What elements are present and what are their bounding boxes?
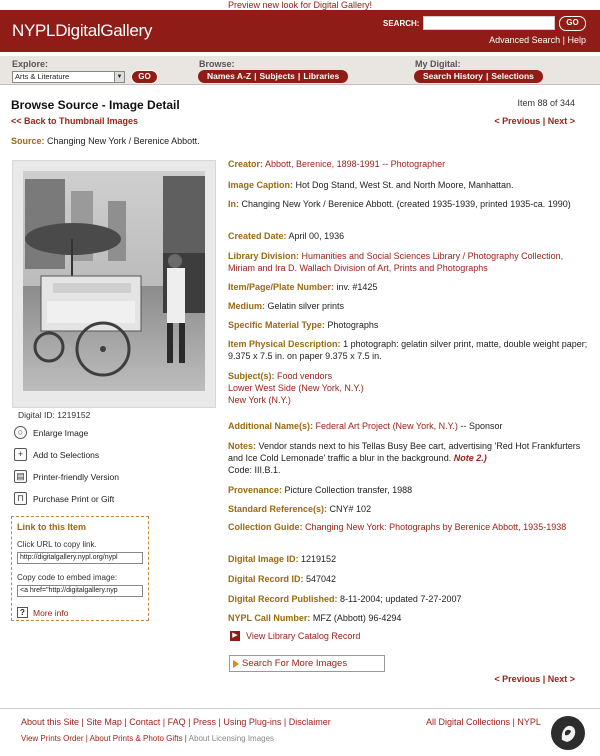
subject-link[interactable]: Food vendors bbox=[277, 371, 333, 381]
footer-right-links: All Digital Collections | NYPL bbox=[426, 717, 541, 727]
page-title: Browse Source - Image Detail bbox=[11, 98, 180, 112]
footer-divider bbox=[0, 708, 600, 709]
search-input[interactable] bbox=[423, 16, 555, 30]
source-value: Changing New York / Berenice Abbott. bbox=[47, 136, 200, 146]
more-info-link[interactable]: ? More info bbox=[17, 607, 68, 618]
meta-call-number: NYPL Call Number: MFZ (Abbott) 96-4294 bbox=[228, 613, 402, 623]
selections-link[interactable]: Selections bbox=[491, 71, 534, 81]
browse-label: Browse: bbox=[199, 59, 235, 69]
meta-caption: Image Caption: Hot Dog Stand, West St. and North Moore, Manhattan. bbox=[228, 180, 514, 190]
nypl-lion-logo[interactable] bbox=[551, 716, 585, 750]
image-thumbnail[interactable] bbox=[12, 160, 216, 408]
meta-image-id: Digital Image ID: 1219152 bbox=[228, 554, 337, 564]
search-label: SEARCH: bbox=[383, 19, 420, 28]
source-line: Source: Changing New York / Berenice Abbott. bbox=[11, 136, 200, 146]
nav-bar bbox=[0, 56, 600, 85]
meta-material-type: Specific Material Type: Photographs bbox=[228, 320, 379, 330]
previous-link[interactable]: < Previous bbox=[494, 116, 541, 126]
meta-physical-description: Item Physical Description: 1 photograph: gelatin silver print, matte, double weight paper; 9.375 x 7.5 in. on paper 9.375 x 7.5 in. bbox=[228, 339, 588, 361]
browse-libraries-link[interactable]: Libraries bbox=[303, 71, 340, 81]
explore-go-button[interactable]: GO bbox=[131, 70, 158, 84]
meta-collection-guide: Collection Guide: Changing New York: Photographs by Berenice Abbott, 1935-1938 bbox=[228, 522, 567, 532]
collection-guide-link[interactable]: Changing New York: Photographs by Berenice Abbott, 1935-1938 bbox=[305, 522, 567, 532]
meta-creator: Creator: Abbott, Berenice, 1898-1991 -- Photographer bbox=[228, 159, 446, 169]
meta-created-date: Created Date: April 00, 1936 bbox=[228, 231, 345, 241]
meta-medium: Medium: Gelatin silver prints bbox=[228, 301, 345, 311]
pager-bottom: < Previous | Next > bbox=[494, 674, 575, 684]
header-links: Advanced Search | Help bbox=[489, 35, 586, 45]
browse-pill: Names A-Z | Subjects | Libraries bbox=[198, 70, 348, 83]
meta-additional-names: Additional Name(s): Federal Art Project (New York, N.Y.) -- Sponsor bbox=[228, 421, 503, 431]
pager-top: < Previous | Next > bbox=[494, 116, 575, 126]
copy-url-label: Click URL to copy link. bbox=[17, 540, 97, 549]
search-more-images-button[interactable]: Search For More Images bbox=[229, 655, 385, 672]
next-link[interactable]: Next > bbox=[547, 674, 575, 684]
meta-library-division: Library Division: Humanities and Social Sciences Library / Photography Collection, Miriam and Ira D. Wallach Division of Art, Prints and Photographs bbox=[228, 251, 564, 273]
enlarge-image-action[interactable]: ○ Enlarge Image bbox=[14, 426, 88, 439]
meta-provenance: Provenance: Picture Collection transfer, 1988 bbox=[228, 485, 413, 495]
footer-links: About this Site | Site Map | Contact | FAQ | Press | Using Plug-ins | Disclaimer bbox=[21, 717, 331, 727]
item-url-field[interactable]: http://digitalgallery.nypl.org/nypl bbox=[17, 552, 143, 564]
footer-links-secondary: View Prints Order | About Prints & Photo Gifts | About Licensing Images bbox=[21, 734, 275, 743]
lion-icon bbox=[551, 716, 585, 750]
help-link[interactable]: Help bbox=[567, 35, 586, 45]
item-count: Item 88 of 344 bbox=[517, 98, 575, 108]
footer-link[interactable]: About Prints & Photo Gifts bbox=[89, 734, 183, 743]
footer-link[interactable]: Contact bbox=[129, 717, 161, 727]
meta-plate-number: Item/Page/Plate Number: inv. #1425 bbox=[228, 282, 378, 292]
hot-dog-stand-photo[interactable] bbox=[13, 161, 215, 407]
search-go-button[interactable]: GO bbox=[559, 16, 586, 31]
explore-label: Explore: bbox=[12, 59, 49, 69]
advanced-search-link[interactable]: Advanced Search bbox=[489, 35, 561, 45]
footer-link[interactable]: Site Map bbox=[86, 717, 122, 727]
meta-in: In: Changing New York / Berenice Abbott. (created 1935-1939, printed 1935-ca. 1990) bbox=[228, 199, 571, 209]
library-division-link[interactable]: Humanities and Social Sciences Library / Photography Collection, Miriam and Ira D. Wallach Division of Art, Prints and Photographs bbox=[228, 251, 564, 273]
arrow-right-icon: ▶ bbox=[230, 631, 240, 641]
notes-link[interactable]: Note 2.) bbox=[453, 453, 487, 463]
creator-link[interactable]: Abbott, Berenice, 1898-1991 -- Photographer bbox=[265, 159, 446, 169]
question-icon: ? bbox=[17, 607, 28, 618]
printer-friendly-action[interactable]: ▤ Printer-friendly Version bbox=[14, 470, 119, 483]
browse-names-link[interactable]: Names A-Z bbox=[207, 71, 252, 81]
mydigital-pill: Search History | Selections bbox=[414, 70, 543, 83]
plus-icon: + bbox=[14, 448, 27, 461]
mydigital-label: My Digital: bbox=[415, 59, 461, 69]
nypl-link[interactable]: NYPL bbox=[517, 717, 541, 727]
cart-icon: ⊓ bbox=[14, 492, 27, 505]
meta-standard-reference: Standard Reference(s): CNY# 102 bbox=[228, 504, 372, 514]
link-to-item-box bbox=[11, 516, 149, 621]
meta-record-published: Digital Record Published: 8-11-2004; updated 7-27-2007 bbox=[228, 594, 462, 604]
embed-code-label: Copy code to embed image: bbox=[17, 573, 118, 582]
meta-subjects: Subject(s): Food vendors Lower West Side (New York, N.Y.) New York (N.Y.) bbox=[228, 371, 364, 405]
additional-name-link[interactable]: Federal Art Project (New York, N.Y.) bbox=[315, 421, 458, 431]
zoom-icon: ○ bbox=[14, 426, 27, 439]
footer-link[interactable]: Disclaimer bbox=[288, 717, 331, 727]
previous-link[interactable]: < Previous bbox=[494, 674, 541, 684]
meta-notes: Notes: Vendor stands next to his Tellas Busy Bee cart, advertising 'Red Hot Frankfurters and Ice Cold Lemonade' traffic a blur in the background. Note 2.) Code: III.B.1. bbox=[228, 441, 581, 475]
next-link[interactable]: Next > bbox=[547, 116, 575, 126]
nypl-logo[interactable]: NYPLDigitalGallery bbox=[12, 21, 153, 40]
footer-link[interactable]: FAQ bbox=[167, 717, 186, 727]
all-collections-link[interactable]: All Digital Collections bbox=[426, 717, 511, 727]
digital-id: Digital ID: 1219152 bbox=[18, 410, 91, 420]
purchase-print-action[interactable]: ⊓ Purchase Print or Gift bbox=[14, 492, 114, 505]
preview-banner[interactable]: Preview new look for Digital Gallery! bbox=[227, 0, 373, 10]
search-history-link[interactable]: Search History bbox=[423, 71, 483, 81]
footer-link[interactable]: View Prints Order bbox=[21, 734, 84, 743]
meta-record-id: Digital Record ID: 547042 bbox=[228, 574, 337, 584]
footer-link[interactable]: Using Plug-ins bbox=[223, 717, 282, 727]
chevron-down-icon: ▼ bbox=[114, 72, 124, 82]
header-bar bbox=[0, 10, 600, 52]
footer-link[interactable]: About Licensing Images bbox=[188, 734, 275, 743]
subject-link[interactable]: Lower West Side (New York, N.Y.) bbox=[228, 383, 364, 393]
printer-icon: ▤ bbox=[14, 470, 27, 483]
catalog-record-link[interactable]: ▶ View Library Catalog Record bbox=[230, 631, 360, 641]
back-to-thumbnails-link[interactable]: << Back to Thumbnail Images bbox=[11, 116, 139, 126]
footer-link[interactable]: About this Site bbox=[21, 717, 80, 727]
link-box-title: Link to this Item bbox=[17, 522, 87, 532]
subject-link[interactable]: New York (N.Y.) bbox=[228, 395, 291, 405]
triangle-right-icon bbox=[233, 660, 239, 668]
footer-link[interactable]: Press bbox=[193, 717, 217, 727]
add-to-selections-action[interactable]: + Add to Selections bbox=[14, 448, 99, 461]
embed-code-field[interactable]: <a href="http://digitalgallery.nyp bbox=[17, 585, 143, 597]
browse-subjects-link[interactable]: Subjects bbox=[259, 71, 295, 81]
explore-select[interactable]: Arts & Literature ▼ bbox=[12, 71, 125, 83]
